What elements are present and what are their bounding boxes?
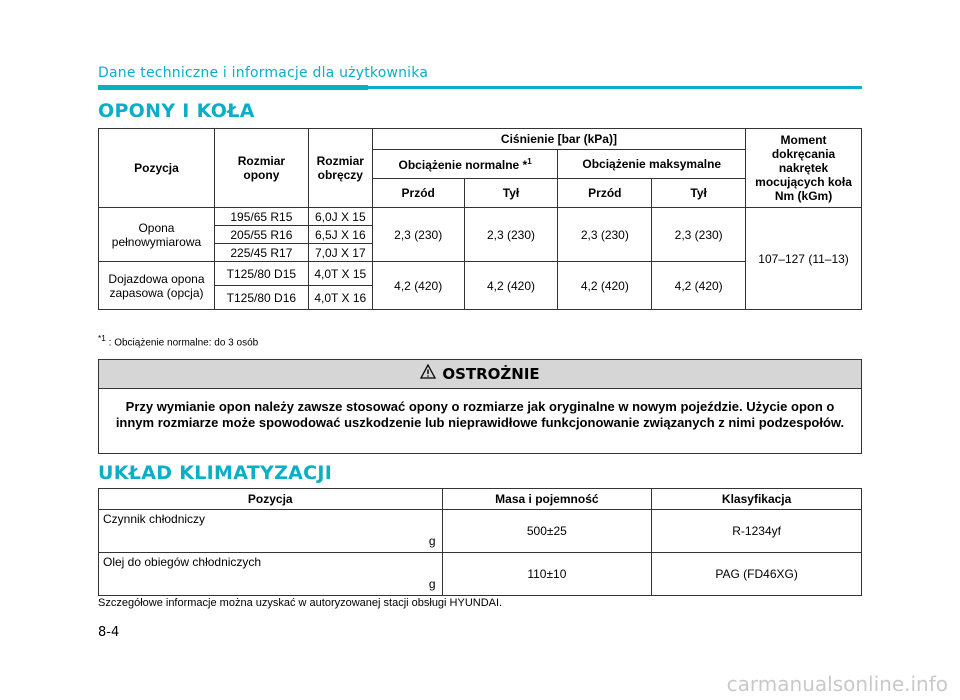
- tire-size-cell: T125/80 D15: [214, 262, 308, 286]
- warning-triangle-icon: [420, 364, 436, 384]
- header-przod-normal: Przód: [372, 179, 464, 208]
- header-pozycja: Pozycja: [99, 129, 215, 208]
- warning-title: OSTROŻNIE: [442, 365, 540, 383]
- header-tyl-max: Tył: [652, 179, 746, 208]
- header-cisnienie: Ciśnienie [bar (kPa)]: [372, 129, 745, 150]
- climate-item-cell: Czynnik chłodniczy g: [99, 510, 443, 553]
- table-row: [99, 510, 862, 553]
- table-row: [99, 553, 862, 596]
- header-przod-max: Przód: [558, 179, 652, 208]
- warning-text: Przy wymianie opon należy zawsze stosować opony o rozmiarze jak oryginalne w nowym pojeździe. Użycie opon o innym rozmiarze może spowodować uszkodzenie lub nieprawidłowe funkcjonowanie związanych z nimi podzespołów.: [115, 399, 845, 430]
- pressure-cell: 2,3 (230): [464, 208, 558, 262]
- section-header: Dane techniczne i informacje dla użytkownika: [98, 65, 429, 81]
- climate-title: UKŁAD KLIMATYZACJI: [98, 462, 333, 484]
- rim-size-cell: 7,0J X 17: [308, 244, 372, 262]
- pressure-cell: 4,2 (420): [464, 262, 558, 310]
- torque-cell: 107–127 (11–13): [746, 208, 862, 310]
- climate-item-cell: Olej do obiegów chłodniczych g: [99, 553, 443, 596]
- rim-size-cell: 4,0T X 15: [308, 262, 372, 286]
- header-obciazenie-max: Obciążenie maksymalne: [558, 150, 746, 179]
- climate-amount-cell: 500±25: [442, 510, 652, 553]
- climate-class-cell: R-1234yf: [652, 510, 862, 553]
- pressure-cell: 2,3 (230): [372, 208, 464, 262]
- warning-header: [99, 360, 861, 389]
- header-pozycja: Pozycja: [99, 489, 443, 510]
- full-size-label: Opona pełnowymiarowa: [99, 208, 215, 262]
- pressure-cell: 4,2 (420): [372, 262, 464, 310]
- bottom-note: Szczegółowe informacje można uzyskać w autoryzowanej stacji obsługi HYUNDAI.: [98, 597, 503, 609]
- rim-size-cell: 6,5J X 16: [308, 226, 372, 244]
- pressure-cell: 4,2 (420): [652, 262, 746, 310]
- rim-size-cell: 6,0J X 15: [308, 208, 372, 226]
- watermark: carmanualsonline.info: [726, 672, 948, 696]
- header-moment: Moment dokręcania nakrętek mocujących koła Nm (kGm): [746, 129, 862, 208]
- header-obciazenie-normalne: Obciążenie normalne *$^1$: [372, 150, 558, 179]
- spare-label: Dojazdowa opona zapasowa (opcja): [99, 262, 215, 310]
- pressure-cell: 2,3 (230): [558, 208, 652, 262]
- climate-table: [98, 488, 862, 596]
- header-masa: Masa i pojemność: [442, 489, 652, 510]
- header-tyl-normal: Tył: [464, 179, 558, 208]
- tire-size-cell: T125/80 D16: [214, 286, 308, 310]
- header-klasyfikacja: Klasyfikacja: [652, 489, 862, 510]
- rim-size-cell: 4,0T X 16: [308, 286, 372, 310]
- tire-size-cell: 195/65 R15: [214, 208, 308, 226]
- header-rozmiar-obreczy: Rozmiar obręczy: [308, 129, 372, 208]
- page-number: 8-4: [98, 625, 120, 640]
- warning-box: [98, 359, 862, 454]
- header-rozmiar-opony: Rozmiar opony: [214, 129, 308, 208]
- header-rule-accent: [98, 85, 368, 90]
- climate-class-cell: PAG (FD46XG): [652, 553, 862, 596]
- tire-size-cell: 205/55 R16: [214, 226, 308, 244]
- pressure-cell: 2,3 (230): [652, 208, 746, 262]
- tires-footnote: $^{*1}$ : Obciążenie normalne: do 3 osób: [98, 333, 259, 349]
- pressure-cell: 4,2 (420): [558, 262, 652, 310]
- tires-table: [98, 128, 862, 310]
- tires-title: OPONY I KOŁA: [98, 100, 255, 122]
- tire-size-cell: 225/45 R17: [214, 244, 308, 262]
- climate-amount-cell: 110±10: [442, 553, 652, 596]
